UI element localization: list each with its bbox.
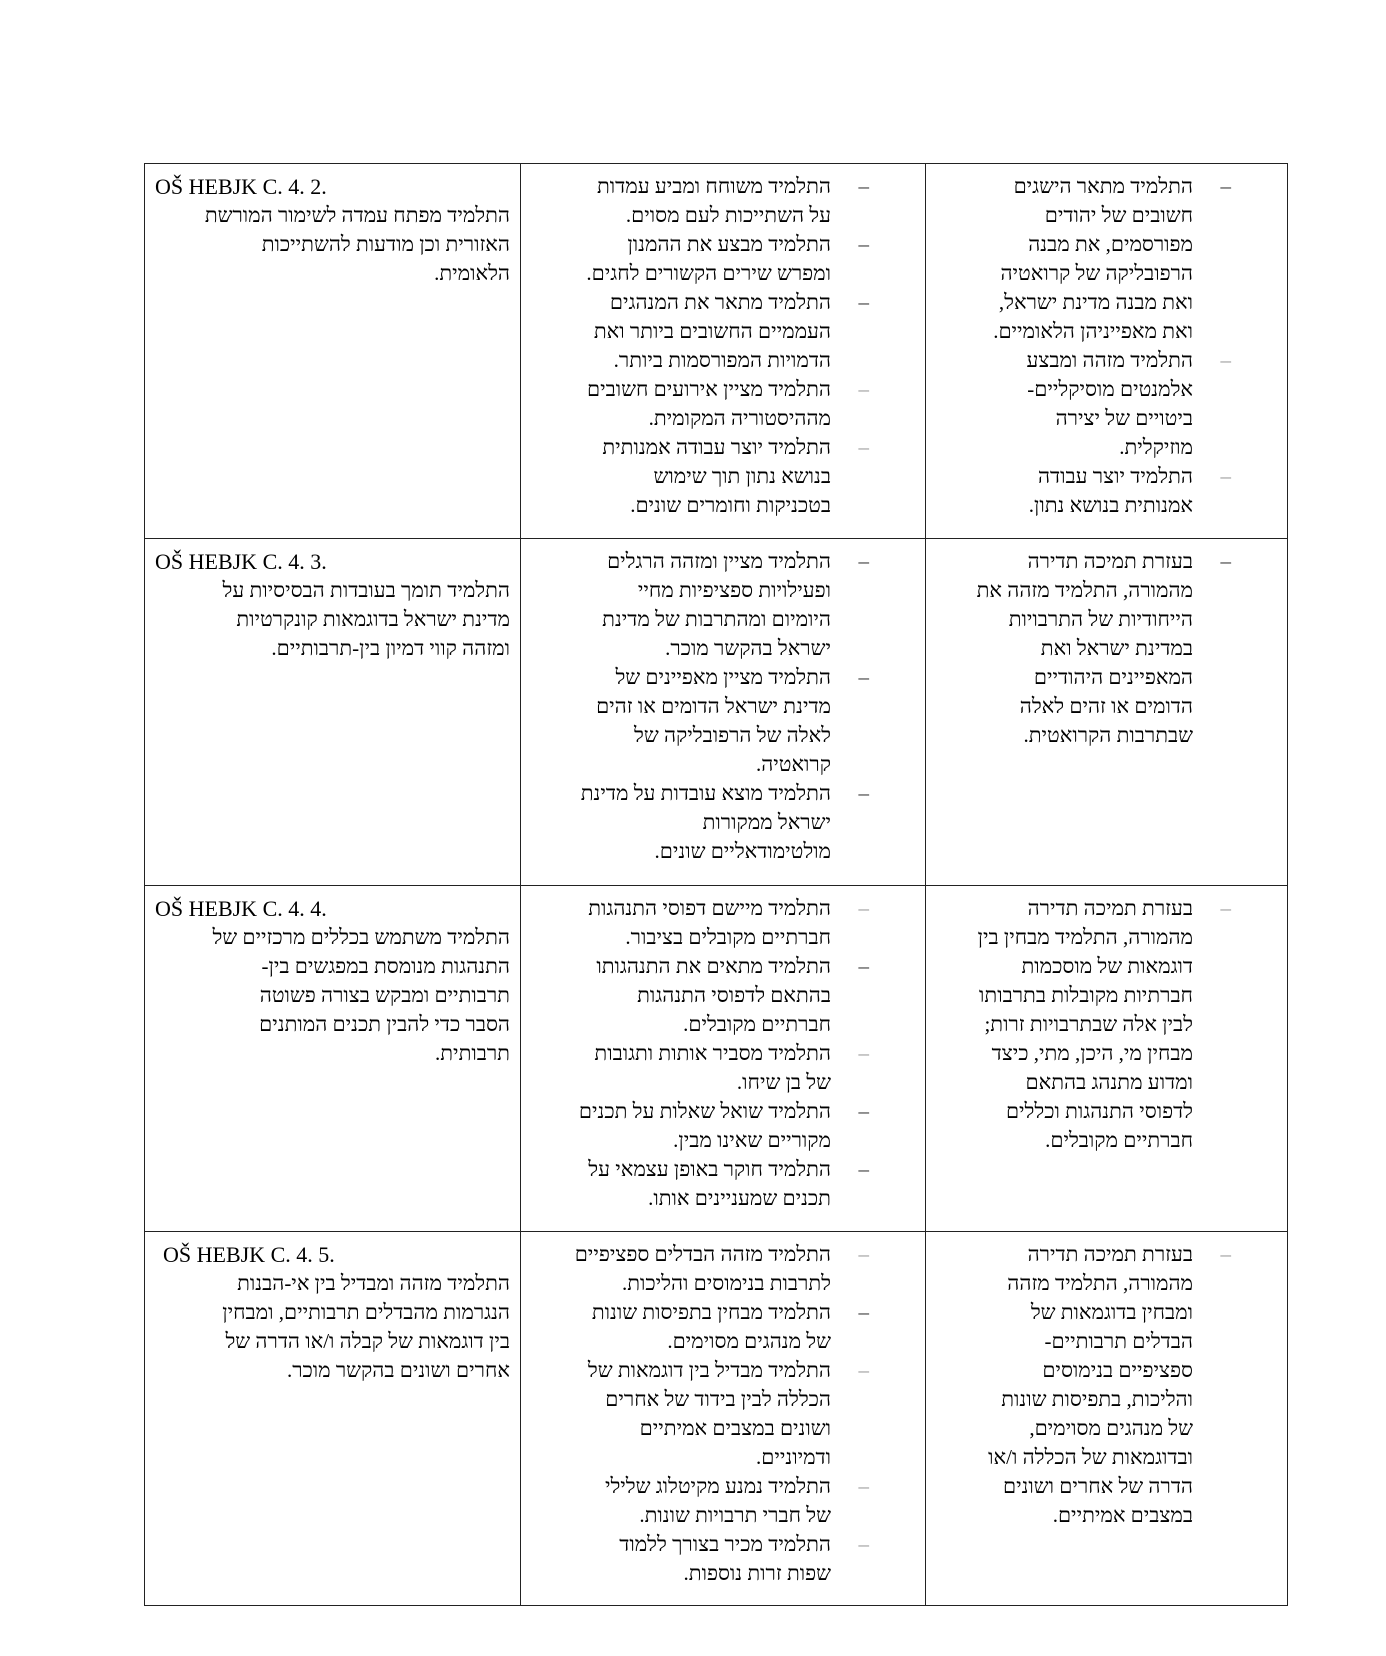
outcomes-table: [144, 163, 1288, 1606]
item-line: חברתיים מקובלים בציבור.: [625, 925, 831, 949]
support-cell: [925, 164, 1287, 538]
item-line: התלמיד מציין ומזהה הרגלים: [607, 549, 831, 573]
item-line: לדפוסי התנהגות וכללים: [1005, 1099, 1193, 1123]
description-line: הלאומית.: [434, 261, 510, 285]
item-line: מפורסמים, את מבנה: [1028, 232, 1193, 256]
item-line: בעזרת תמיכה תדירה: [1027, 549, 1193, 573]
item-line: התלמיד מיישם דפוסי התנהגות: [588, 896, 831, 920]
item-line: ביטויים של יצירה: [1055, 406, 1193, 430]
item-line: התלמיד נמנע מקיטלוג שלילי: [604, 1474, 831, 1498]
item-line: הרפובליקה של קרואטיה: [1000, 261, 1193, 285]
item-line: מהמורה, התלמיד מזהה: [1007, 1271, 1193, 1295]
item-line: מהמורה, התלמיד מבחין בין: [977, 925, 1193, 949]
list-item: [936, 894, 1277, 1155]
list-item: [531, 433, 915, 520]
dash-bullet-icon: –: [858, 1041, 869, 1065]
description-line: בין דוגמאות של קבלה ו/או הדרה של: [225, 1329, 510, 1353]
item-line: התלמיד משוחח ומביע עמדות: [596, 174, 831, 198]
outcome-code: OŠ HEBJK C. 4. 2.: [155, 174, 327, 199]
item-line: ובדוגמאות של הכללה ו/או: [988, 1445, 1193, 1469]
dash-bullet-icon: –: [1220, 464, 1231, 488]
item-line: ומבחין בדוגמאות של: [1030, 1300, 1193, 1324]
description-line: התלמיד מפתח עמדה לשימור המורשת: [204, 203, 510, 227]
item-line: התלמיד מציין אירועים חשובים: [586, 377, 831, 401]
item-line: לאלה של הרפובליקה של: [634, 723, 831, 747]
item-line: והליכות, בתפיסות שונות: [1001, 1387, 1193, 1411]
bullet-list: [936, 894, 1277, 1155]
dash-bullet-icon: –: [1220, 1242, 1231, 1266]
item-line: ודמיוניים.: [756, 1445, 831, 1469]
list-item: [531, 952, 915, 1039]
dash-bullet-icon: –: [1220, 174, 1231, 198]
dash-bullet-icon: –: [858, 1099, 869, 1123]
description-line: התנהגות מנומסת במפגשים בין-: [261, 954, 510, 978]
outcome-code: OŠ HEBJK C. 4. 5.: [163, 1242, 335, 1267]
description-line: האזורית וכן מודעות להשתייכות: [261, 232, 510, 256]
bullet-list: [531, 172, 915, 520]
bullet-list: [936, 1240, 1277, 1530]
item-line: ישראל בהקשר מוכר.: [665, 636, 831, 660]
list-item: [936, 1240, 1277, 1530]
outcome-cell: [145, 164, 520, 538]
item-line: התלמיד מתאר הישגים: [1013, 174, 1193, 198]
elaboration-cell: [520, 539, 925, 885]
dash-bullet-icon: –: [858, 781, 869, 805]
dash-bullet-icon: –: [1220, 549, 1231, 573]
dash-bullet-icon: –: [858, 549, 869, 573]
item-line: התלמיד יוצר עבודה אמנותית: [602, 435, 831, 459]
item-line: התלמיד חוקר באופן עצמאי על: [588, 1157, 831, 1181]
item-line: חשובים של יהודים: [1044, 203, 1193, 227]
item-line: דוגמאות של מוסכמות: [1021, 954, 1193, 978]
item-line: חברתיים מקובלים.: [683, 1012, 831, 1036]
dash-bullet-icon: –: [858, 1242, 869, 1266]
list-item: [531, 230, 915, 288]
item-line: מוזיקלית.: [1119, 435, 1193, 459]
item-line: לבין אלה שבתרבויות זרות;: [984, 1012, 1193, 1036]
list-item: [936, 346, 1277, 462]
list-item: [531, 288, 915, 375]
item-line: ומפרש שירים הקשורים לחגים.: [586, 261, 831, 285]
item-line: ושונים במצבים אמיתיים: [639, 1416, 831, 1440]
dash-bullet-icon: –: [858, 1157, 869, 1181]
item-line: מבחין מי, היכן, מתי, כיצד: [991, 1041, 1193, 1065]
description-line: תרבותיים ומבקש בצורה פשוטה: [259, 983, 510, 1007]
item-line: מדינת ישראל הדומים או זהים: [596, 694, 831, 718]
item-line: הייחודיות של התרבויות: [1008, 607, 1193, 631]
item-line: התלמיד מוצא עובדות על מדינת: [580, 781, 831, 805]
item-line: התלמיד שואל שאלות על תכנים: [578, 1099, 831, 1123]
item-line: ואת מבנה מדינת ישראל,: [998, 290, 1193, 314]
dash-bullet-icon: –: [858, 896, 869, 920]
list-item: [531, 1356, 915, 1472]
dash-bullet-icon: –: [1220, 348, 1231, 372]
item-line: התלמיד מתאים את התנהגותו: [596, 954, 831, 978]
item-line: קרואטיה.: [755, 752, 831, 776]
item-line: ופעילויות ספציפיות מחיי: [637, 578, 831, 602]
dash-bullet-icon: –: [858, 1474, 869, 1498]
item-line: מהמורה, התלמיד מזהה את: [976, 578, 1193, 602]
list-item: [531, 779, 915, 866]
outcome-description: [155, 576, 510, 663]
list-item: [531, 172, 915, 230]
item-line: שבתרבות הקרואטית.: [1023, 723, 1193, 747]
item-line: שפות זרות נוספות.: [683, 1561, 831, 1585]
item-line: תכנים שמעניינים אותו.: [648, 1186, 831, 1210]
item-line: של מנהגים מסוימים,: [1029, 1416, 1193, 1440]
list-item: [531, 1530, 915, 1588]
bullet-list: [531, 894, 915, 1213]
item-line: של חברי תרבויות שונות.: [639, 1503, 831, 1527]
item-line: התלמיד מבדיל בין דוגמאות של: [587, 1358, 831, 1382]
description-line: מדינת ישראל בדוגמאות קונקרטיות: [236, 607, 510, 631]
table-row: [145, 1231, 1287, 1605]
elaboration-cell: [520, 164, 925, 538]
item-line: חברתיים מקובלים.: [1045, 1128, 1193, 1152]
item-line: בעזרת תמיכה תדירה: [1027, 896, 1193, 920]
item-line: התלמיד מכיר בצורך ללמוד: [619, 1532, 831, 1556]
outcome-cell: [145, 1232, 520, 1605]
item-line: ישראל ממקורות: [702, 810, 831, 834]
item-line: התלמיד מסביר אותות ותגובות: [594, 1041, 831, 1065]
bullet-list: [531, 1240, 915, 1588]
item-line: לתרבות בנימוסים והליכות.: [621, 1271, 831, 1295]
description-line: אחרים ושונים בהקשר מוכר.: [286, 1358, 510, 1382]
item-line: הדומים או זהים לאלה: [1019, 694, 1193, 718]
table-row: [145, 538, 1287, 885]
item-line: המאפיינים היהודיים: [1033, 665, 1193, 689]
outcome-cell: [145, 539, 520, 885]
list-item: [531, 1240, 915, 1298]
dash-bullet-icon: –: [858, 954, 869, 978]
item-line: בעזרת תמיכה תדירה: [1027, 1242, 1193, 1266]
bullet-list: [531, 547, 915, 866]
support-cell: [925, 539, 1287, 885]
list-item: [936, 547, 1277, 750]
item-line: של בן שיחו.: [736, 1070, 831, 1094]
item-line: מההיסטוריה המקומית.: [648, 406, 831, 430]
item-line: התלמיד מזהה הבדלים ספציפיים: [574, 1242, 831, 1266]
list-item: [531, 1097, 915, 1155]
description-line: הנגרמות מהבדלים תרבותיים, ומבחין: [222, 1300, 510, 1324]
dash-bullet-icon: –: [1220, 896, 1231, 920]
description-line: תרבותית.: [435, 1041, 510, 1065]
support-cell: [925, 886, 1287, 1231]
description-line: התלמיד תומך בעובדות הבסיסיות על: [222, 578, 510, 602]
item-line: חברתיות מקובלות בתרבותו: [979, 983, 1193, 1007]
list-item: [531, 894, 915, 952]
elaboration-cell: [520, 886, 925, 1231]
item-line: התלמיד יוצר עבודה: [1037, 464, 1193, 488]
table-row: [145, 164, 1287, 538]
outcome-cell: [145, 886, 520, 1231]
item-line: על השתייכות לעם מסוים.: [625, 203, 831, 227]
item-line: הכללה לבין בידוד של אחרים: [605, 1387, 831, 1411]
outcome-code: OŠ HEBJK C. 4. 4.: [155, 896, 327, 921]
elaboration-cell: [520, 1232, 925, 1605]
item-line: היומיום ומהתרבות של מדינת: [602, 607, 831, 631]
description-line: ומזהה קווי דמיון בין-תרבותיים.: [271, 636, 510, 660]
description-line: התלמיד משתמש בכללים מרכזיים של: [212, 925, 510, 949]
list-item: [531, 663, 915, 779]
dash-bullet-icon: –: [858, 232, 869, 256]
outcome-description: [155, 1269, 510, 1385]
item-line: התלמיד מתאר את המנהגים: [609, 290, 831, 314]
dash-bullet-icon: –: [858, 174, 869, 198]
item-line: הדרה של אחרים ושונים: [1002, 1474, 1193, 1498]
outcome-code: OŠ HEBJK C. 4. 3.: [155, 549, 327, 574]
item-line: התלמיד מבצע את ההמנון: [627, 232, 831, 256]
table-row: [145, 885, 1287, 1231]
item-line: הדמויות המפורסמות ביותר.: [613, 348, 831, 372]
item-line: העממיים החשובים ביותר ואת: [593, 319, 831, 343]
list-item: [531, 1298, 915, 1356]
outcome-description: [155, 201, 510, 288]
list-item: [531, 1039, 915, 1097]
bullet-list: [936, 547, 1277, 750]
bullet-list: [936, 172, 1277, 520]
list-item: [531, 1472, 915, 1530]
item-line: התלמיד מזהה ומבצע: [1026, 348, 1193, 372]
dash-bullet-icon: –: [858, 665, 869, 689]
outcome-description: [155, 923, 510, 1068]
item-line: ספציפיים בנימוסים: [1042, 1358, 1193, 1382]
description-line: הסבר כדי להבין תכנים המותנים: [259, 1012, 510, 1036]
dash-bullet-icon: –: [858, 290, 869, 314]
item-line: אלמנטים מוסיקליים-: [1027, 377, 1193, 401]
item-line: מקוריים שאינו מבין.: [673, 1128, 831, 1152]
description-line: התלמיד מזהה ומבדיל בין אי-הבנות: [237, 1271, 510, 1295]
list-item: [531, 1155, 915, 1213]
dash-bullet-icon: –: [858, 435, 869, 459]
item-line: התלמיד מציין מאפיינים של: [615, 665, 831, 689]
item-line: של מנהגים מסוימים.: [667, 1329, 831, 1353]
item-line: ואת מאפייניהן הלאומיים.: [993, 319, 1193, 343]
item-line: אמנותית בנושא נתון.: [1028, 493, 1193, 517]
item-line: בהתאם לדפוסי התנהגות: [637, 983, 831, 1007]
list-item: [936, 462, 1277, 520]
list-item: [531, 375, 915, 433]
support-cell: [925, 1232, 1287, 1605]
item-line: במצבים אמיתיים.: [1052, 1503, 1193, 1527]
dash-bullet-icon: –: [858, 1358, 869, 1382]
dash-bullet-icon: –: [858, 1532, 869, 1556]
list-item: [936, 172, 1277, 346]
item-line: במדינת ישראל ואת: [1040, 636, 1193, 660]
item-line: מולטימודאליים שונים.: [654, 839, 831, 863]
item-line: הבדלים תרבותיים-: [1044, 1329, 1193, 1353]
item-line: התלמיד מבחין בתפיסות שונות: [591, 1300, 831, 1324]
item-line: בטכניקות וחומרים שונים.: [630, 493, 831, 517]
list-item: [531, 547, 915, 663]
dash-bullet-icon: –: [858, 1300, 869, 1324]
item-line: בנושא נתון תוך שימוש: [653, 464, 831, 488]
dash-bullet-icon: –: [858, 377, 869, 401]
item-line: ומדוע מתנהג בהתאם: [1025, 1070, 1193, 1094]
